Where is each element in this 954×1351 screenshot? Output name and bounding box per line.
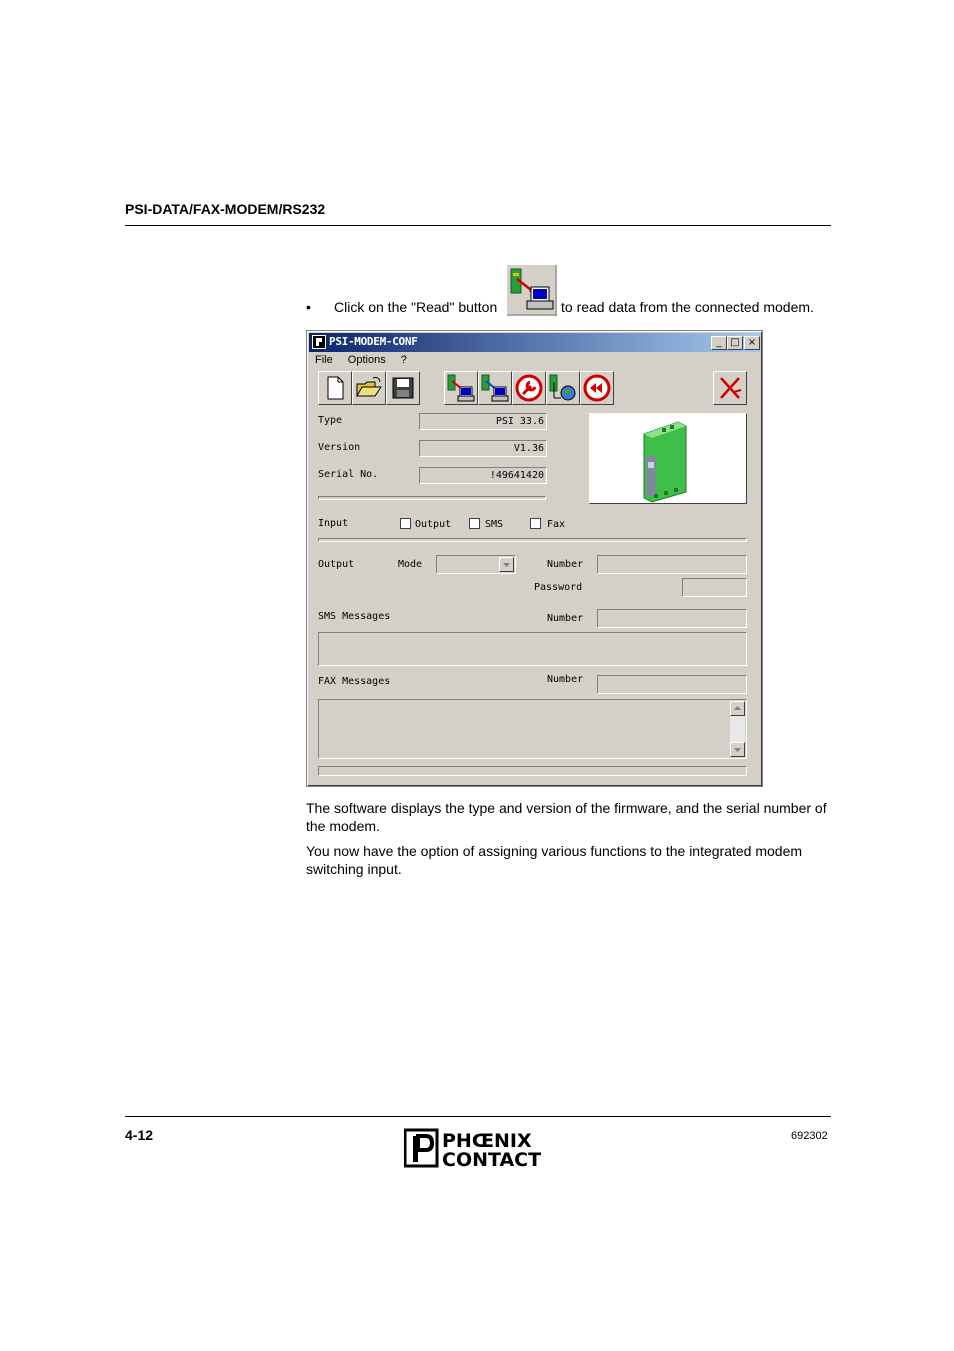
sms-messages-label: SMS Messages xyxy=(318,611,391,622)
paragraph-firmware-info: The software displays the type and version of the firmware, and the serial number of the modem. xyxy=(306,800,827,834)
version-label: Version xyxy=(318,442,361,453)
settings-button[interactable] xyxy=(512,371,546,405)
write-button[interactable] xyxy=(478,371,512,405)
page-number: 4-12 xyxy=(125,1127,154,1143)
output-label: Output xyxy=(318,559,355,570)
menu-file[interactable]: File xyxy=(315,354,333,366)
reset-button[interactable] xyxy=(580,371,614,405)
close-button[interactable]: × xyxy=(744,336,760,350)
app-logo-icon xyxy=(312,335,326,349)
arrow-down-icon xyxy=(731,743,744,756)
fax-message-textarea[interactable] xyxy=(318,699,747,759)
instruction-text-before: Click on the "Read" button xyxy=(334,299,498,315)
output-checkbox[interactable] xyxy=(400,518,411,529)
output-option-label: Output xyxy=(415,519,452,530)
fax-number-input[interactable] xyxy=(597,675,747,694)
title-bar[interactable] xyxy=(309,333,760,352)
fax-number-label: Number xyxy=(547,674,584,685)
fax-option-label: Fax xyxy=(547,519,566,530)
sms-checkbox[interactable] xyxy=(469,518,480,529)
sms-message-textarea[interactable] xyxy=(318,632,747,666)
read-button[interactable] xyxy=(444,371,478,405)
info-separator xyxy=(318,496,546,500)
mode-label: Mode xyxy=(398,559,423,570)
exit-button[interactable] xyxy=(713,371,747,405)
exit-cross-icon xyxy=(721,378,741,398)
password-label: Password xyxy=(534,582,583,593)
write-modem-icon xyxy=(482,375,508,401)
save-disk-icon xyxy=(393,378,413,398)
minimize-button[interactable]: _ xyxy=(711,336,727,350)
sms-option-label: SMS xyxy=(485,519,504,530)
open-file-button[interactable] xyxy=(352,371,386,405)
new-file-icon xyxy=(328,377,343,399)
new-file-button[interactable] xyxy=(318,371,352,405)
sms-number-label: Number xyxy=(547,613,584,624)
header-rule xyxy=(125,225,831,226)
bullet-marker: • xyxy=(306,299,311,315)
window-title: PSI-MODEM-CONF xyxy=(329,335,418,348)
chevron-down-icon xyxy=(500,558,513,571)
menu-bar xyxy=(315,354,419,366)
mode-select[interactable] xyxy=(436,555,516,574)
svg-text:CONTACT: CONTACT xyxy=(442,1149,542,1168)
fax-checkbox[interactable] xyxy=(530,518,541,529)
output-number-label: Number xyxy=(547,559,584,570)
scroll-up-button[interactable] xyxy=(730,701,745,716)
footer-rule xyxy=(125,1116,831,1117)
maximize-button[interactable]: □ xyxy=(727,336,743,350)
svg-text:PHŒNIX: PHŒNIX xyxy=(442,1130,532,1152)
sms-number-input[interactable] xyxy=(597,609,747,628)
menu-options[interactable]: Options xyxy=(347,354,386,366)
menu-help[interactable]: ? xyxy=(400,354,407,366)
modem-globe-icon xyxy=(550,375,575,400)
page-header-title: PSI-DATA/FAX-MODEM/RS232 xyxy=(125,201,326,217)
input-label: Input xyxy=(318,518,349,529)
version-field: V1.36 xyxy=(419,440,547,457)
output-number-input[interactable] xyxy=(597,555,747,574)
rewind-icon xyxy=(585,376,609,400)
read-button-icon xyxy=(507,265,557,316)
wrench-icon xyxy=(517,376,541,400)
status-bar xyxy=(318,766,747,776)
type-label: Type xyxy=(318,415,343,426)
password-input[interactable] xyxy=(682,578,747,597)
type-field: PSI 33.6 xyxy=(419,413,547,430)
instruction-text-after: to read data from the connected modem. xyxy=(561,299,814,315)
mode-dropdown-button[interactable] xyxy=(499,557,514,572)
fax-scrollbar[interactable] xyxy=(730,701,745,757)
connect-button[interactable] xyxy=(546,371,580,405)
modem-image xyxy=(589,413,747,504)
input-separator xyxy=(318,538,747,542)
serial-label: Serial No. xyxy=(318,469,379,480)
scroll-down-button[interactable] xyxy=(730,742,745,757)
arrow-up-icon xyxy=(731,702,744,715)
document-number: 692302 xyxy=(791,1130,828,1142)
open-folder-icon xyxy=(357,378,381,397)
read-modem-icon xyxy=(448,375,474,401)
save-button[interactable] xyxy=(386,371,420,405)
fax-messages-label: FAX Messages xyxy=(318,676,391,687)
serial-field: !49641420 xyxy=(419,467,547,484)
paragraph-switching-input: You now have the option of assigning various functions to the integrated modem switching input. xyxy=(306,843,803,877)
app-window xyxy=(306,330,763,787)
phoenix-contact-logo xyxy=(404,1128,552,1168)
